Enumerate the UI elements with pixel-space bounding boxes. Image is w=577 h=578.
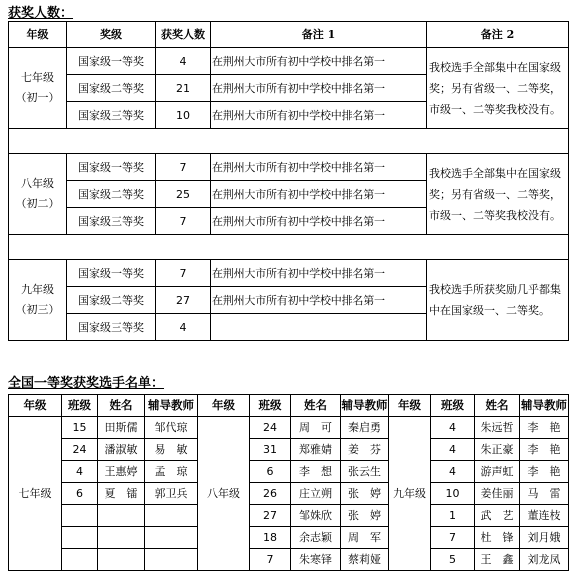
awards-count-table [8, 21, 569, 341]
student-name [98, 505, 145, 527]
grade-cell: 九年级 [389, 417, 431, 571]
award-level: 国家级一等奖 [67, 48, 156, 75]
header-level: 奖级 [67, 22, 156, 48]
note1-cell: 在荆州大市所有初中学校中排名第一 [211, 154, 427, 181]
grade-alias: （初二） [15, 197, 60, 210]
teacher-name: 李 艳 [520, 439, 569, 461]
student-name: 武 艺 [475, 505, 520, 527]
awards-count-heading: 获奖人数： [8, 6, 74, 21]
teacher-name: 郭卫兵 [145, 483, 198, 505]
teacher-name: 周 军 [341, 527, 389, 549]
teacher-name [145, 527, 198, 549]
class-cell: 6 [250, 461, 291, 483]
class-cell: 7 [431, 527, 475, 549]
student-name [98, 549, 145, 571]
note1-cell: 在荆州大市所有初中学校中排名第一 [211, 260, 427, 287]
header-name: 姓名 [475, 395, 520, 417]
teacher-name: 邹代琼 [145, 417, 198, 439]
teacher-name: 刘月娥 [520, 527, 569, 549]
award-level: 国家级三等奖 [67, 102, 156, 129]
student-name: 朱远哲 [475, 417, 520, 439]
header-class: 班级 [431, 395, 475, 417]
student-name: 杜 锋 [475, 527, 520, 549]
winners-header-row [9, 395, 569, 417]
class-cell [62, 505, 98, 527]
teacher-name: 秦启勇 [341, 417, 389, 439]
class-cell: 4 [431, 439, 475, 461]
header-name: 姓名 [98, 395, 145, 417]
note1-cell: 在荆州大市所有初中学校中排名第一 [211, 48, 427, 75]
class-cell: 31 [250, 439, 291, 461]
award-count: 25 [156, 181, 211, 208]
note1-cell: 在荆州大市所有初中学校中排名第一 [211, 181, 427, 208]
note1-cell: 在荆州大市所有初中学校中排名第一 [211, 287, 427, 314]
spacer-cell [9, 235, 569, 260]
student-name: 郑雅婧 [291, 439, 341, 461]
student-name [98, 527, 145, 549]
grade-alias: （初一） [15, 91, 60, 104]
class-cell: 4 [431, 461, 475, 483]
note1-cell [211, 314, 427, 341]
award-count: 4 [156, 314, 211, 341]
award-level: 国家级二等奖 [67, 75, 156, 102]
teacher-name: 张 婷 [341, 483, 389, 505]
header-grade: 年级 [198, 395, 250, 417]
award-level: 国家级二等奖 [67, 287, 156, 314]
teacher-name: 张 婷 [341, 505, 389, 527]
award-row [9, 154, 569, 181]
class-cell: 7 [250, 549, 291, 571]
header-note2: 备注 2 [427, 22, 569, 48]
teacher-name: 刘龙凤 [520, 549, 569, 571]
note1-cell: 在荆州大市所有初中学校中排名第一 [211, 208, 427, 235]
header-grade: 年级 [9, 22, 67, 48]
header-row [9, 22, 569, 48]
student-name: 王 鑫 [475, 549, 520, 571]
header-grade: 年级 [389, 395, 431, 417]
award-count: 7 [156, 260, 211, 287]
winner-row [9, 527, 569, 549]
teacher-name: 马 雷 [520, 483, 569, 505]
spacer-row [9, 235, 569, 260]
student-name: 姜佳丽 [475, 483, 520, 505]
award-row [9, 260, 569, 287]
grade-alias: （初三） [15, 303, 60, 316]
note1-cell: 在荆州大市所有初中学校中排名第一 [211, 102, 427, 129]
grade-cell [9, 48, 67, 129]
class-cell: 4 [62, 461, 98, 483]
teacher-name: 董连枝 [520, 505, 569, 527]
award-level: 国家级三等奖 [67, 314, 156, 341]
award-count: 7 [156, 208, 211, 235]
student-name: 游声虹 [475, 461, 520, 483]
note2-cell: 我校选手所获奖励几乎都集中在国家级一、二等奖。 [427, 260, 569, 341]
grade-cell: 八年级 [198, 417, 250, 571]
award-row [9, 48, 569, 75]
teacher-name: 李 艳 [520, 461, 569, 483]
class-cell: 24 [62, 439, 98, 461]
header-teacher: 辅导教师 [341, 395, 389, 417]
header-class: 班级 [62, 395, 98, 417]
class-cell: 4 [431, 417, 475, 439]
award-level: 国家级三等奖 [67, 208, 156, 235]
grade-cell [9, 260, 67, 341]
note1-cell: 在荆州大市所有初中学校中排名第一 [211, 75, 427, 102]
student-name: 潘淑敏 [98, 439, 145, 461]
student-name: 余志颖 [291, 527, 341, 549]
class-cell [62, 549, 98, 571]
teacher-name: 易 敏 [145, 439, 198, 461]
header-teacher: 辅导教师 [520, 395, 569, 417]
student-name: 庄立朔 [291, 483, 341, 505]
winner-row [9, 461, 569, 483]
award-count: 7 [156, 154, 211, 181]
first-prize-winners-table [8, 394, 569, 571]
spacer-cell [9, 129, 569, 154]
teacher-name [145, 549, 198, 571]
spacer-row [9, 129, 569, 154]
student-name: 王惠婷 [98, 461, 145, 483]
award-count: 10 [156, 102, 211, 129]
teacher-name: 李 艳 [520, 417, 569, 439]
winner-row [9, 483, 569, 505]
note2-cell: 我校选手全部集中在国家级奖；另有省级一、二等奖，市级一、二等奖我校没有。 [427, 154, 569, 235]
class-cell: 5 [431, 549, 475, 571]
class-cell: 27 [250, 505, 291, 527]
class-cell: 26 [250, 483, 291, 505]
winner-row [9, 439, 569, 461]
class-cell: 6 [62, 483, 98, 505]
winner-row [9, 417, 569, 439]
student-name: 朱寒铎 [291, 549, 341, 571]
header-class: 班级 [250, 395, 291, 417]
class-cell: 15 [62, 417, 98, 439]
header-count: 获奖人数 [156, 22, 211, 48]
grade-label: 八年级 [21, 177, 54, 190]
winner-row [9, 505, 569, 527]
class-cell [62, 527, 98, 549]
header-teacher: 辅导教师 [145, 395, 198, 417]
teacher-name: 张云生 [341, 461, 389, 483]
award-count: 21 [156, 75, 211, 102]
header-name: 姓名 [291, 395, 341, 417]
award-level: 国家级二等奖 [67, 181, 156, 208]
teacher-name: 姜 芬 [341, 439, 389, 461]
header-grade: 年级 [9, 395, 62, 417]
class-cell: 24 [250, 417, 291, 439]
class-cell: 10 [431, 483, 475, 505]
note2-cell: 我校选手全部集中在国家级奖；另有省级一、二等奖，市级一、二等奖我校没有。 [427, 48, 569, 129]
award-count: 4 [156, 48, 211, 75]
award-level: 国家级一等奖 [67, 154, 156, 181]
grade-label: 七年级 [21, 71, 54, 84]
teacher-name: 蔡莉娅 [341, 549, 389, 571]
class-cell: 1 [431, 505, 475, 527]
student-name: 李 想 [291, 461, 341, 483]
student-name: 邹姝欣 [291, 505, 341, 527]
award-level: 国家级一等奖 [67, 260, 156, 287]
winners-list-heading: 全国一等奖获奖选手名单： [8, 376, 165, 391]
student-name: 朱正豪 [475, 439, 520, 461]
grade-cell: 七年级 [9, 417, 62, 571]
student-name: 夏 镭 [98, 483, 145, 505]
award-count: 27 [156, 287, 211, 314]
class-cell: 18 [250, 527, 291, 549]
header-note1: 备注 1 [211, 22, 427, 48]
winner-row [9, 549, 569, 571]
grade-label: 九年级 [21, 283, 54, 296]
teacher-name: 孟 琼 [145, 461, 198, 483]
grade-cell [9, 154, 67, 235]
student-name: 周 可 [291, 417, 341, 439]
teacher-name [145, 505, 198, 527]
student-name: 田斯儒 [98, 417, 145, 439]
